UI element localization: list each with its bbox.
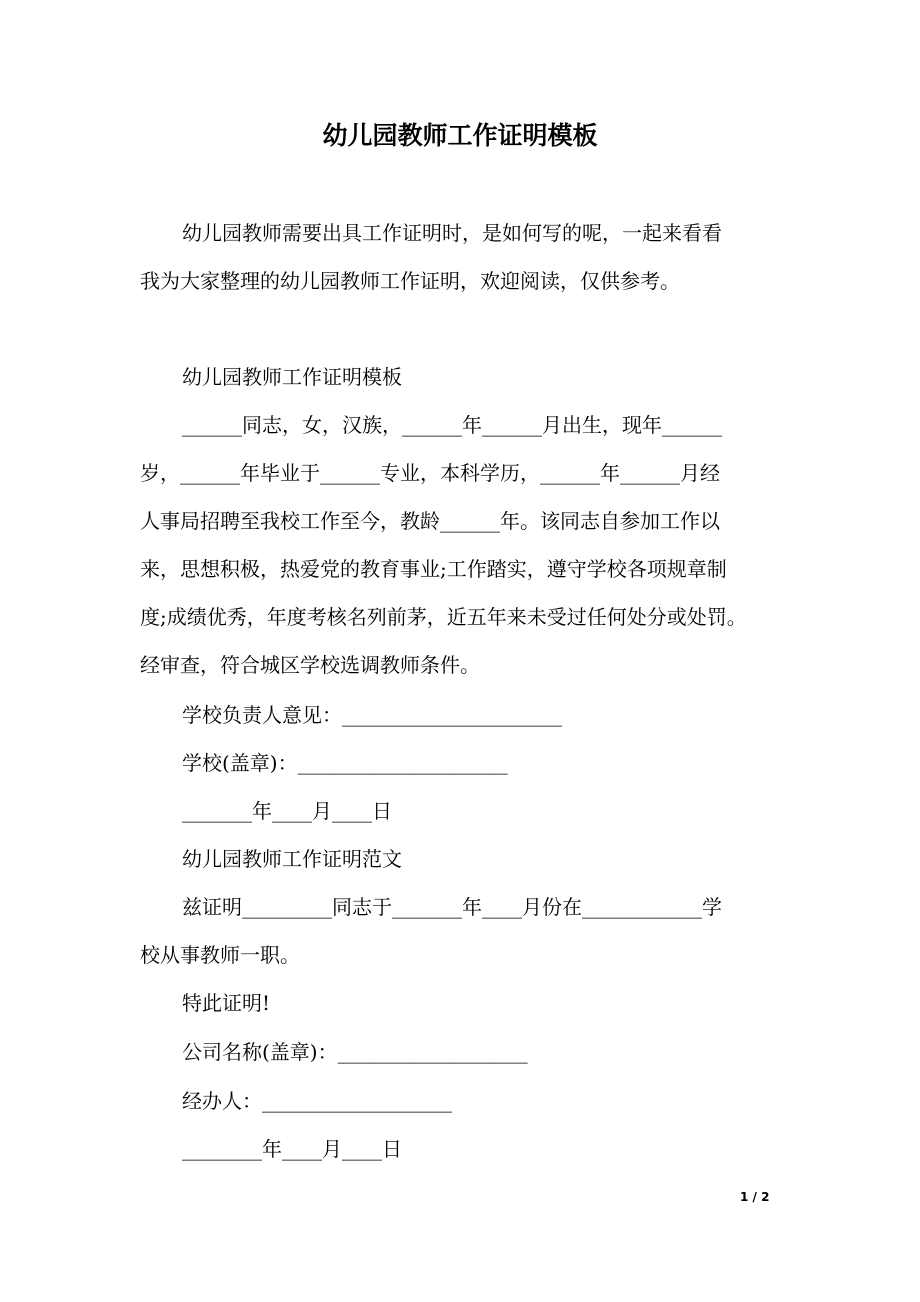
document-title: 幼儿园教师工作证明模板 [322, 121, 598, 150]
section2-closing: 特此证明! [182, 991, 271, 1015]
section2-body-line-2: 校从事教师一职。 [140, 943, 300, 967]
section1-date-field: _______年____月____日 [182, 799, 392, 823]
school-head-opinion-field: 学校负责人意见：______________________ [182, 703, 562, 727]
section1-body-line-2: 岁，______年毕业于______专业，本科学历，______年______月经 [140, 461, 720, 485]
section2-heading: 幼儿园教师工作证明范文 [182, 847, 402, 871]
section1-heading: 幼儿园教师工作证明模板 [182, 365, 402, 389]
section2-body-line-1: 兹证明_________同志于_______年____月份在____________学 [182, 895, 722, 919]
handler-field: 经办人：___________________ [182, 1089, 452, 1113]
section1-body-line-3: 人事局招聘至我校工作至今，教龄______年。该同志自参加工作以 [140, 509, 720, 533]
page-number: 1 / 2 [740, 1190, 770, 1204]
school-seal-field: 学校(盖章)：_____________________ [182, 751, 508, 775]
intro-line-2: 我为大家整理的幼儿园教师工作证明，欢迎阅读，仅供参考。 [140, 269, 680, 293]
section1-body-line-4: 来，思想积极，热爱党的教育事业;工作踏实，遵守学校各项规章制 [140, 557, 727, 581]
section1-body-line-5: 度;成绩优秀，年度考核名列前茅，近五年来未受过任何处分或处罚。 [140, 605, 747, 629]
section1-body-line-1: ______同志，女，汉族，______年______月出生，现年______ [182, 413, 722, 437]
company-seal-field: 公司名称(盖章)：___________________ [182, 1040, 528, 1064]
section2-date-field: ________年____月____日 [182, 1137, 402, 1161]
intro-line-1: 幼儿园教师需要出具工作证明时，是如何写的呢，一起来看看 [182, 221, 722, 245]
section1-body-line-6: 经审查，符合城区学校选调教师条件。 [140, 653, 480, 677]
